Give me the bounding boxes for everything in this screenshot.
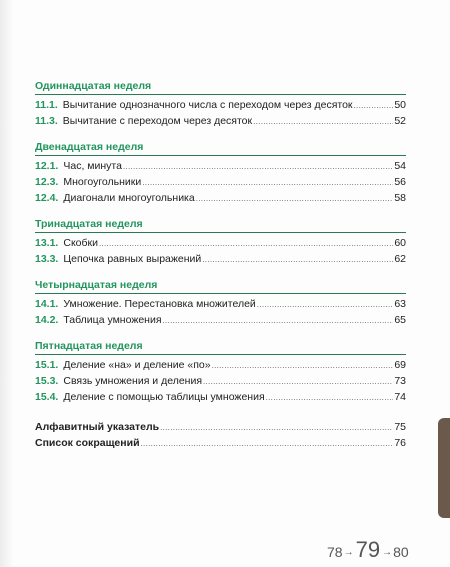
toc-entry[interactable] — [35, 312, 406, 328]
toc-section — [35, 79, 406, 129]
entry-page: 50 — [394, 99, 406, 111]
entry-number: 14.2. — [35, 314, 59, 326]
dot-leader — [203, 374, 393, 390]
toc-section — [35, 140, 406, 206]
section-title: Тринадцатая неделя — [35, 217, 406, 233]
entry-page: 75 — [394, 421, 406, 433]
arrow-right-icon: → — [382, 547, 393, 558]
entry-title: Многоугольники — [63, 176, 142, 188]
toc-section — [35, 217, 406, 267]
entry-title: Цепочка равных выражений — [63, 253, 202, 265]
entry-number: 11.1. — [35, 99, 58, 111]
dot-leader — [266, 390, 394, 406]
dot-leader — [141, 436, 394, 452]
toc-section — [35, 278, 406, 328]
entry-number: 15.3. — [35, 375, 59, 387]
entry-page: 54 — [394, 160, 406, 172]
entry-page: 56 — [394, 176, 406, 188]
toc-entry[interactable] — [35, 389, 406, 405]
toc-entry-abbreviations[interactable] — [35, 435, 406, 451]
toc-entry[interactable] — [35, 174, 406, 190]
page-navigation — [327, 537, 409, 563]
entry-title: Деление «на» и деление «по» — [63, 359, 211, 371]
entry-number: 12.3. — [35, 176, 59, 188]
section-title: Четырнадцатая неделя — [35, 278, 406, 294]
section-title: Пятнадцатая неделя — [35, 339, 406, 355]
toc-entry[interactable] — [35, 296, 406, 312]
entry-title: Таблица умножения — [63, 314, 162, 326]
entry-page: 69 — [394, 359, 406, 371]
entry-page: 65 — [394, 314, 406, 326]
dot-leader — [354, 98, 394, 114]
toc-entry[interactable] — [35, 97, 406, 113]
entry-page: 76 — [394, 437, 406, 449]
entry-number: 11.3. — [35, 115, 58, 127]
toc-entry[interactable] — [35, 235, 406, 251]
dot-leader — [142, 175, 393, 191]
entry-number: 13.1. — [35, 237, 59, 249]
toc-entry[interactable] — [35, 357, 406, 373]
entry-page: 74 — [394, 391, 406, 403]
entry-title: Диагонали многоугольника — [63, 192, 195, 204]
next-page-number[interactable]: 80 — [393, 544, 409, 560]
toc-entry-index[interactable] — [35, 419, 406, 435]
toc-entry[interactable] — [35, 190, 406, 206]
entry-page: 60 — [394, 237, 406, 249]
entry-number: 15.1. — [35, 359, 59, 371]
arrow-right-icon: → — [343, 547, 354, 558]
entry-title: Вычитание однозначного числа с переходом через десяток — [62, 99, 353, 111]
toc-entry[interactable] — [35, 373, 406, 389]
dot-leader — [99, 236, 393, 252]
entry-title: Вычитание с переходом через десяток — [62, 115, 253, 127]
entry-number: 12.4. — [35, 192, 59, 204]
chapter-tab-marker — [438, 418, 450, 518]
dot-leader — [202, 252, 393, 268]
dot-leader — [123, 159, 393, 175]
entry-number: 12.1. — [35, 160, 59, 172]
entry-page: 63 — [394, 298, 406, 310]
entry-title: Список сокращений — [35, 437, 140, 449]
entry-page: 52 — [394, 115, 406, 127]
entry-title: Связь умножения и деления — [63, 375, 203, 387]
table-of-contents — [35, 79, 406, 451]
toc-section — [35, 339, 406, 405]
entry-page: 58 — [394, 192, 406, 204]
entry-number: 13.3. — [35, 253, 59, 265]
dot-leader — [212, 358, 394, 374]
entry-title: Умножение. Перестановка множителей — [63, 298, 256, 310]
back-matter — [35, 419, 406, 451]
dot-leader — [253, 114, 393, 130]
section-title: Двенадцатая неделя — [35, 140, 406, 156]
page-edge — [0, 0, 14, 567]
dot-leader — [196, 191, 394, 207]
toc-entry[interactable] — [35, 251, 406, 267]
current-page-number: 79 — [355, 537, 381, 562]
dot-leader — [160, 420, 393, 436]
entry-page: 62 — [394, 253, 406, 265]
prev-page-number[interactable]: 78 — [327, 544, 343, 560]
entry-number: 15.4. — [35, 391, 59, 403]
dot-leader — [163, 313, 394, 329]
toc-entry[interactable] — [35, 113, 406, 129]
toc-entry[interactable] — [35, 158, 406, 174]
entry-title: Деление с помощью таблицы умножения — [63, 391, 265, 403]
entry-title: Алфавитный указатель — [35, 421, 160, 433]
dot-leader — [257, 297, 394, 313]
entry-page: 73 — [394, 375, 406, 387]
entry-title: Скобки — [63, 237, 98, 249]
entry-number: 14.1. — [35, 298, 59, 310]
section-title: Одиннадцатая неделя — [35, 79, 406, 95]
entry-title: Час, минута — [63, 160, 122, 172]
